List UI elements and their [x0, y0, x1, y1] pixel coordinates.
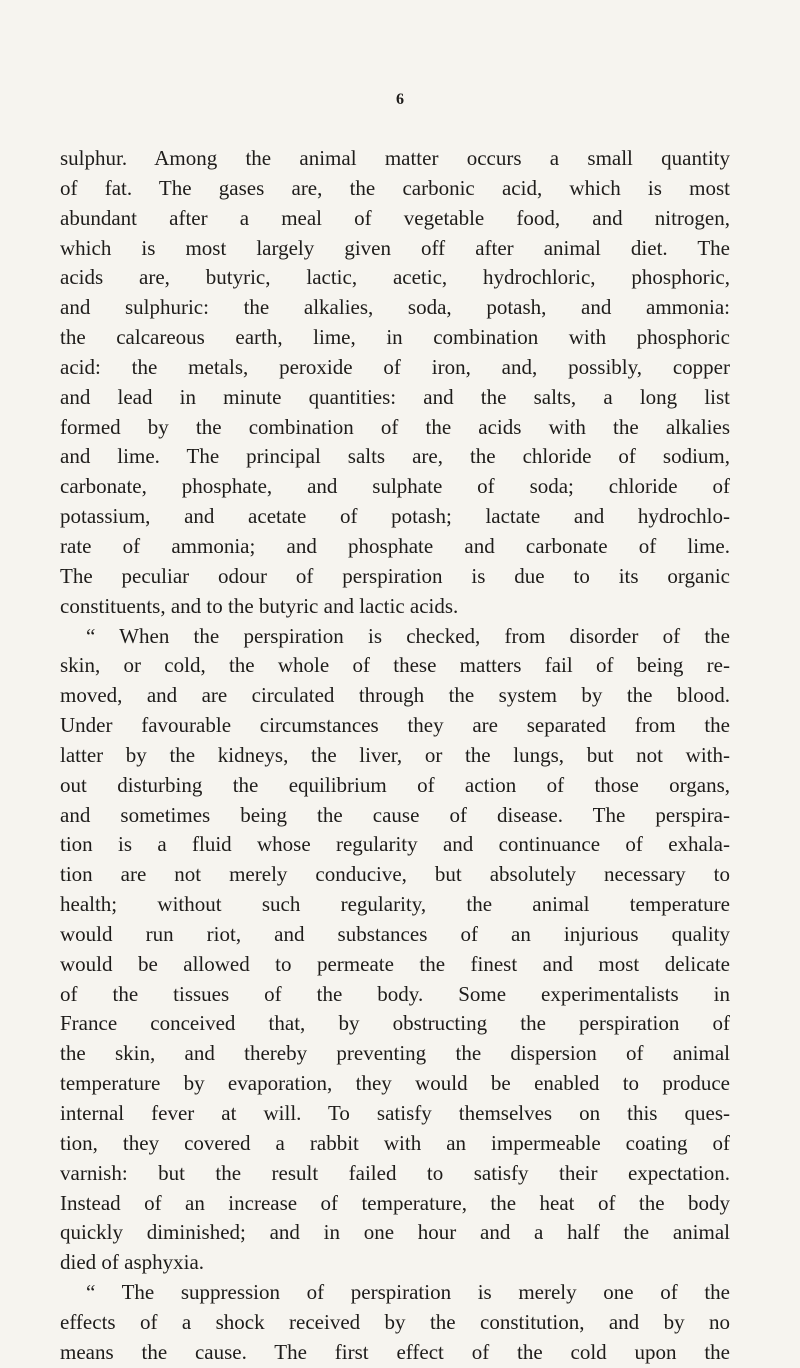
- page-number: 6: [396, 91, 404, 108]
- text-line: and sulphuric: the alkalies, soda, potash, and ammonia:: [60, 295, 730, 320]
- text-line: and lead in minute quantities: and the salts, a long list: [60, 384, 730, 409]
- text-line: varnish: but the result failed to satisfy their expectation.: [60, 1160, 730, 1185]
- text-line: tion is a fluid whose regularity and continuance of exhala-: [60, 832, 730, 857]
- text-line: would run riot, and substances of an injurious quality: [60, 921, 730, 946]
- text-line: France conceived that, by obstructing the perspiration of: [60, 1011, 730, 1036]
- text-line: internal fever at will. To satisfy themselves on this ques-: [60, 1101, 730, 1125]
- text-line: acid: the metals, peroxide of iron, and, possibly, copper: [60, 354, 730, 379]
- text-line: Instead of an increase of temperature, the heat of the body: [60, 1190, 730, 1215]
- text-line: means the cause. The first effect of the cold upon the: [60, 1339, 730, 1364]
- text-line: of fat. The gases are, the carbonic acid, which is most: [60, 175, 730, 200]
- text-line: effects of a shock received by the constitution, and by no: [60, 1309, 730, 1334]
- text-line: the calcareous earth, lime, in combination with phosphoric: [60, 325, 730, 350]
- text-line: carbonate, phosphate, and sulphate of soda; chloride of: [60, 474, 730, 499]
- text-line: and lime. The principal salts are, the chloride of sodium,: [60, 444, 730, 469]
- text-line: temperature by evaporation, they would be enabled to produce: [60, 1071, 730, 1096]
- text-line: Under favourable circumstances they are separated from the: [60, 713, 730, 738]
- text-line: rate of ammonia; and phosphate and carbonate of lime.: [60, 533, 730, 558]
- text-line: would be allowed to permeate the finest and most delicate: [60, 951, 730, 976]
- text-line: tion, they covered a rabbit with an impermeable coating of: [60, 1130, 730, 1155]
- text-line: which is most largely given off after animal diet. The: [60, 235, 730, 260]
- text-line: acids are, butyric, lactic, acetic, hydrochloric, phosphoric,: [60, 265, 730, 290]
- text-line: skin, or cold, the whole of these matters fail of being re-: [60, 653, 730, 678]
- text-line: potassium, and acetate of potash; lactate and hydrochlo-: [60, 504, 730, 529]
- text-line: formed by the combination of the acids with the alkalies: [60, 414, 730, 439]
- text-line: and sometimes being the cause of disease. The perspira-: [60, 802, 730, 827]
- text-line: tion are not merely conducive, but absolutely necessary to: [60, 862, 730, 887]
- text-line: of the tissues of the body. Some experimentalists in: [60, 981, 730, 1006]
- text-line: abundant after a meal of vegetable food, and nitrogen,: [60, 205, 730, 230]
- text-line: “ The suppression of perspiration is merely one of the: [86, 1280, 730, 1305]
- text-line: “ When the perspiration is checked, from disorder of the: [86, 623, 730, 648]
- text-line: moved, and are circulated through the system by the blood.: [60, 683, 730, 708]
- text-line: latter by the kidneys, the liver, or the lungs, but not with-: [60, 742, 730, 767]
- text-line: died of asphyxia.: [60, 1250, 205, 1275]
- text-line: sulphur. Among the animal matter occurs a small quantity: [60, 146, 730, 170]
- text-line: the skin, and thereby preventing the dispersion of animal: [60, 1041, 730, 1066]
- body-text: [60, 144, 730, 1368]
- text-line: The peculiar odour of perspiration is due to its organic: [60, 563, 730, 588]
- text-line: constituents, and to the butyric and lactic acids.: [60, 593, 459, 618]
- text-line: health; without such regularity, the animal temperature: [60, 892, 730, 917]
- text-line: out disturbing the equilibrium of action of those organs,: [60, 772, 730, 797]
- text-line: quickly diminished; and in one hour and a half the animal: [60, 1220, 730, 1245]
